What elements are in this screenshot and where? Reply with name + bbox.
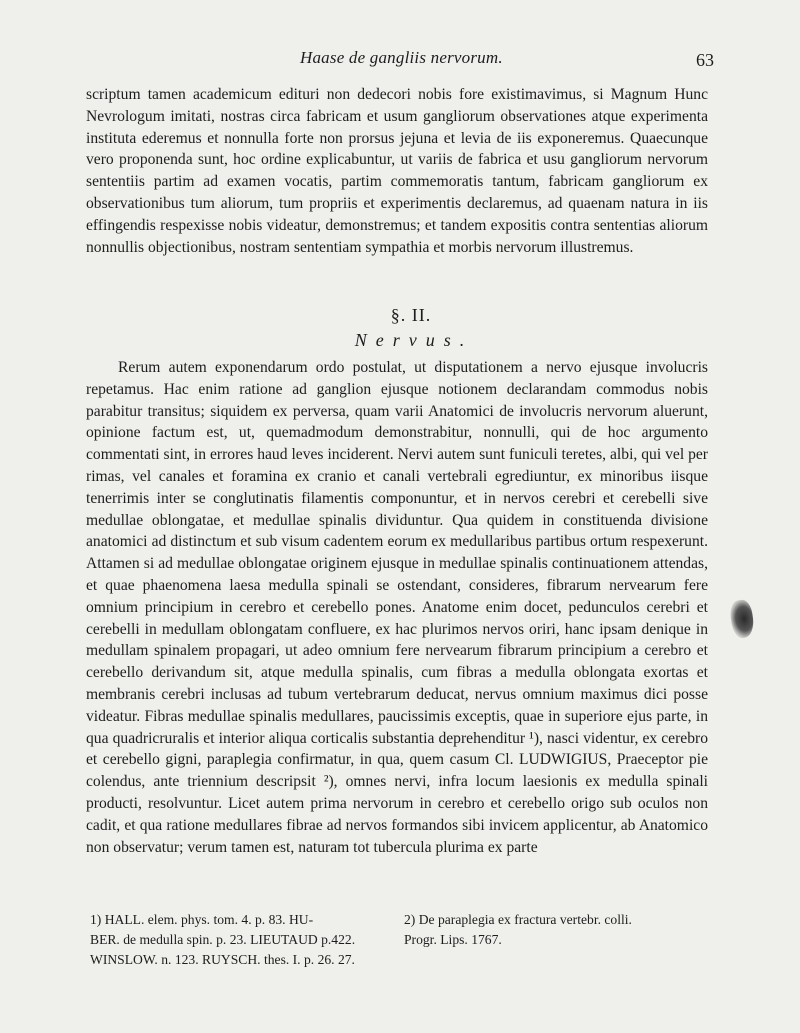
body-paragraph-1: scriptum tamen academicum edituri non dedecori nobis fore existimavimus, si Magnum Hunc Nevrologum imitati, nostras circa fabricam et usum gangliorum observationes atque experimenta instituta ederemus et nonnulla forte non prorsus jejuna et levia de iis exponeremus. Quaecunque vero proponenda sunt, hoc ordine explicabuntur, ut variis de fabrica et usu gangliorum nervorum sententiis partim ad examen vocatis, partim commemoratis tantum, fabricam gangliorum ex observationibus tum aliorum, tum propriis et experimentis declaremus, ad quaenam natura in iis effingendis respexisse nobis videatur, demonstremus; et tandem expositis contra sententias aliorum nonnullis objectionibus, nostram sententiam sympathia et morbis nervorum illustremus. (86, 86, 708, 256)
running-title: Haase de gangliis nervorum. (300, 48, 503, 67)
footnote-1-line-3: WINSLOW. n. 123. RUYSCH. thes. I. p. 26. 27. (90, 952, 355, 967)
footnote-2 (404, 910, 714, 950)
page-number: 63 (696, 50, 714, 70)
footnote-2-line-2: Progr. Lips. 1767. (404, 932, 502, 947)
body-paragraph-2: Rerum autem exponendarum ordo postulat, ut disputationem a nervo ejusque involucris repetamus. Hac enim ratione ad ganglion ejusque notionem declarandam commodus nobis parabitur transitus; siquidem ex perversa, quam varii Anatomici de involucris nervorum aluerunt, opinione factum est, ut, quemadmodum demonstrabitur, nonnulli, qui de hoc argumento commentati sint, in errores haud leves inciderent. Nervi autem sunt funiculi teretes, albi, qui vel per rimas, vel canales et foramina ex cranio et canali vertebrali egrediuntur, ex minoribus iisque tenerrimis inter se conglutinatis filamentis componuntur, et in nervos cerebri et cerebelli sive medullae oblongatae, et medullae spinalis dividuntur. Qua quidem in constituenda divisione anatomici ad distinctum et sub visum cadentem eorum ex medullaribus partibus ortum respexerunt. Attamen si ad medullae oblongatae originem ejusque in medullae spinalis continuationem attendas, et quae phaenomena laesa medulla spinali se ostendant, consideres, fibrarum nervearum fere omnium principium in cerebro et cerebello pones. Anatome enim docet, pedunculos cerebri et cerebelli in medullam oblongatam confluere, ex hac plurimos nervos oriri, hanc ipsam denique in medullam spinalem propagari, ut adeo omnium fere nervearum fibrarum principium a cerebro et cerebello derivandum sit, atque medulla spinalis, cum fibras a medulla oblongata exortas et membranis cerebri inclusas ad tubum vertebrarum deducat, nervus omnium maximus dici posse videatur. Fibras medullae spinalis medullares, paucissimis exceptis, quae in superiore ejus parte, in qua quadricruralis et interior aliqua corticalis substantia deprehenditur ¹), nasci videntur, ex cerebro et cerebello gigni, paraplegia confirmatur, in qua, quem casum Cl. LUDWIGIUS, Praeceptor pie colendus, ante triennium descripsit ²), omnes nervi, infra locum laesionis ex medulla spinali producti, resolvuntur. Licet autem prima nervorum in cerebro et cerebello origo sub oculos non cadit, et qua ratione medullares fibrae ad nervos formandos sibi invicem applicentur, ab Anatomico non observatur; verum tamen est, naturam tot tubercula plurima ex parte (86, 359, 708, 856)
footnote-1-line-2: BER. de medulla spin. p. 23. LIEUTAUD p.422. (90, 932, 356, 947)
footnote-2-line-1: 2) De paraplegia ex fractura vertebr. colli. (404, 912, 632, 927)
section-title: Nervus. (354, 330, 474, 350)
footnote-1-line-1: 1) HALL. elem. phys. tom. 4. p. 83. HU- (90, 912, 314, 927)
section-number: §. II. (390, 305, 432, 325)
ink-smudge (728, 599, 755, 640)
footnote-1 (90, 910, 400, 970)
running-head (0, 48, 800, 72)
